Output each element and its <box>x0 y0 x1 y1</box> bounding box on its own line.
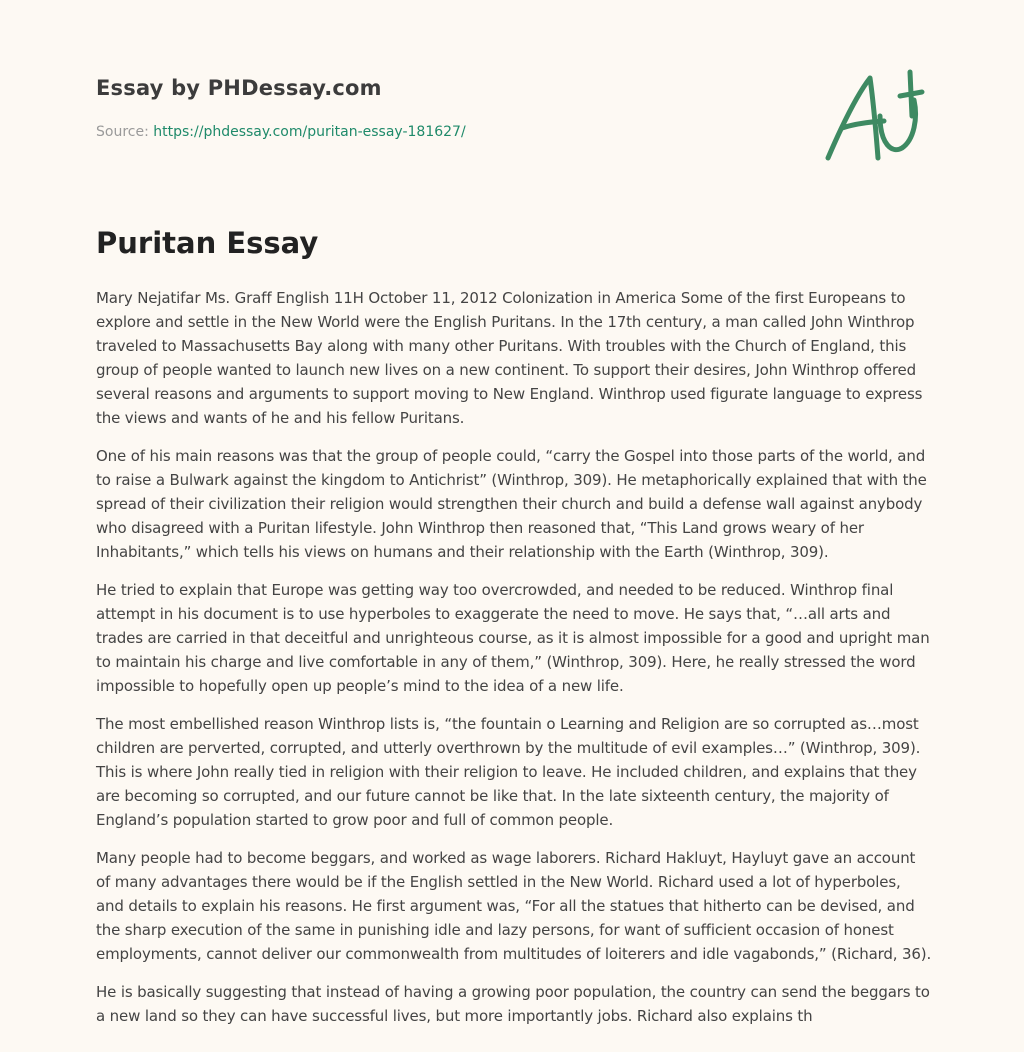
source-label: Source: <box>96 124 154 140</box>
essay-title: Puritan Essay <box>96 226 319 260</box>
essay-paragraph: He is basically suggesting that instead of having a growing poor population, the country can send the beggars to a new land so they can have successful lives, but more importantly jobs. Richard also explains th <box>96 983 930 1025</box>
essay-paragraph: He tried to explain that Europe was getting way too overcrowded, and needed to be reduced. Winthrop final attempt in his document is to use hyperboles to exaggerate the need to move. He says that, “…all arts and trades are carried in that deceitful and unrighteous course, as it is almost impossible for a good and upright man to maintain his charge and live comfortable in any of them,” (Winthrop, 309). Here, he really stressed the word impossible to hopefully open up people’s mind to the idea of a new life. <box>96 581 930 695</box>
a-plus-logo-icon <box>818 66 930 166</box>
site-title: Essay by PHDessay.com <box>96 76 382 100</box>
essay-body <box>96 286 932 1042</box>
essay-paragraph: Mary Nejatifar Ms. Graff English 11H October 11, 2012 Colonization in America Some of the first Europeans to explore and settle in the New World were the English Puritans. In the 17th century, a man called John Winthrop traveled to Massachusetts Bay along with many other Puritans. With troubles with the Church of England, this group of people wanted to launch new lives on a new continent. To support their desires, John Winthrop offered several reasons and arguments to support moving to New England. Winthrop used figurate language to express the views and wants of he and his fellow Puritans. <box>96 289 923 427</box>
essay-paragraph: One of his main reasons was that the group of people could, “carry the Gospel into those parts of the world, and to raise a Bulwark against the kingdom to Antichrist” (Winthrop, 309). He metaphorically explained that with the spread of their civilization their religion would strengthen their church and build a defense wall against anybody who disagreed with a Puritan lifestyle. John Winthrop then reasoned that, “This Land grows weary of her Inhabitants,” which tells his views on humans and their relationship with the Earth (Winthrop, 309). <box>96 447 927 561</box>
essay-paragraph: The most embellished reason Winthrop lists is, “the fountain o Learning and Religion are so corrupted as…most children are perverted, corrupted, and utterly overthrown by the multitude of evil examples…” (Winthrop, 309). This is where John really tied in religion with their religion to leave. He included children, and explains that they are becoming so corrupted, and our future cannot be like that. In the late sixteenth century, the majority of England’s population started to grow poor and full of common people. <box>96 715 921 829</box>
source-link[interactable]: https://phdessay.com/puritan-essay-181627/ <box>153 124 466 140</box>
essay-paragraph: Many people had to become beggars, and worked as wage laborers. Richard Hakluyt, Hayluyt gave an account of many advantages there would be if the English settled in the New World. Richard used a lot of hyperboles, and details to explain his reasons. He first argument was, “For all the statues that hitherto can be devised, and the sharp execution of the same in punishing idle and lazy persons, for want of sufficient occasion of honest employments, cannot deliver our commonwealth from multitudes of loiterers and idle vagabonds,” (Richard, 36). <box>96 849 932 963</box>
source-line <box>96 124 466 140</box>
